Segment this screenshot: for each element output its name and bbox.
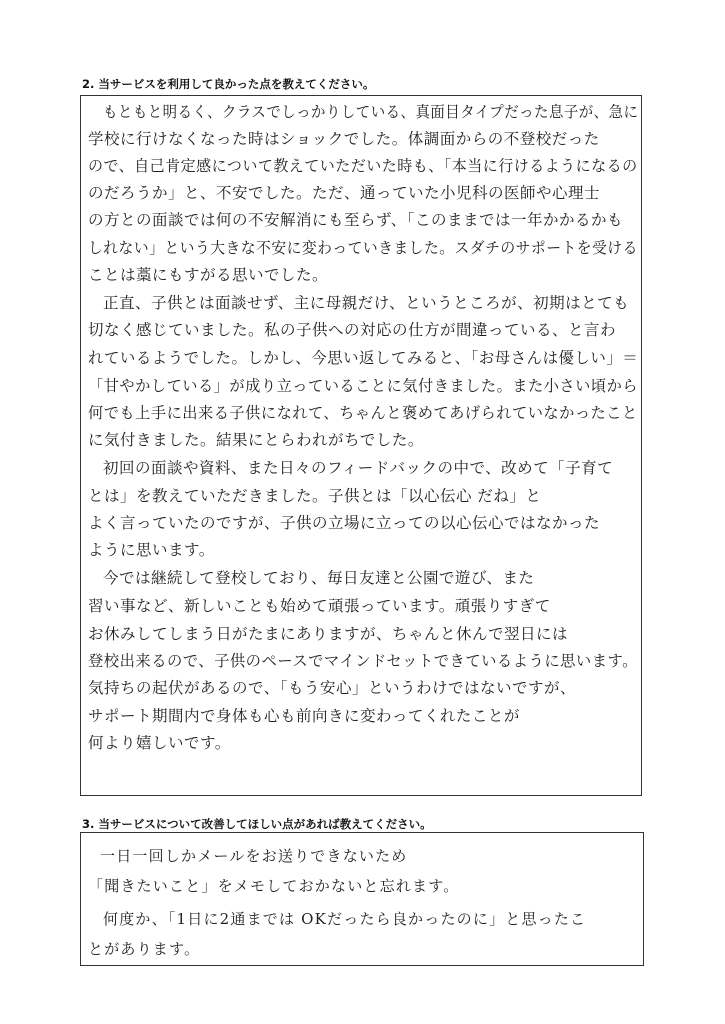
answer-line: 正直、子供とは面談せず、主に母親だけ、というところが、初期はとても [103, 294, 630, 312]
answer-line: の方との面談では何の不安解消にも至らず、「このままでは一年かかるかも [88, 211, 624, 229]
answer-line: 何より嬉しいです。 [88, 734, 231, 752]
answer-line: しれない」という大きな不安に変わっていきました。スダチのサポートを受ける [88, 239, 638, 257]
answer-line: もともと明るく、クラスでしっかりしている、真面目タイプだった息子が、急に [103, 103, 639, 121]
answer-line: とがあります。 [88, 940, 201, 958]
answer-line: 「聞きたいこと」をメモしておかないと忘れます。 [88, 877, 460, 895]
answer-line: れているようでした。しかし、今思い返してみると、「お母さんは優しい」＝ [88, 349, 639, 367]
answer-line: とは」を教えていただきました。子供とは「以心伝心 だね」と [88, 487, 542, 505]
answer-line: よく言っていたのですが、子供の立場に立っての以心伝心ではなかった [88, 514, 601, 532]
answer-line: 登校出来るので、子供のペースでマインドセットできているように思います。 [88, 652, 638, 670]
answer-line: 何度か、「1日に2通までは OKだったら良かったのに」と思ったこ [103, 910, 587, 928]
answer-line: ので、自己肯定感について教えていただいた時も、「本当に行けるようになるの [88, 157, 638, 175]
answer-line: 学校に行けなくなった時はショックでした。体調面からの不登校だった [88, 130, 600, 148]
answer-line: ことは藁にもすがる思いでした。 [88, 266, 329, 284]
answer-line: 一日一回しかメールをお送りできないため [100, 847, 408, 865]
answer-line: ように思います。 [88, 541, 215, 559]
question-3-heading: 3. 当サービスについて改善してほしい点があれば教えてください。 [82, 817, 432, 831]
answer-line: のだろうか」と、不安でした。ただ、通っていた小児科の医師や心理士 [88, 184, 601, 202]
question-2-heading: 2. 当サービスを利用して良かった点を教えてください。 [82, 77, 375, 91]
answer-line: 気持ちの起伏があるので、「もう安心」というわけではないですが、 [88, 679, 576, 697]
answer-line: 「甘やかしている」が成り立っていることに気付きました。また小さい頃から [88, 377, 639, 395]
answer-line: 何でも上手に出来る子供になれて、ちゃんと褒めてあげられていなかったこと [88, 404, 638, 422]
answer-line: 初回の面談や資料、また日々のフィードバックの中で、改めて「子育て [103, 459, 614, 477]
answer-line: お休みしてしまう日がたまにありますが、ちゃんと休んで翌日には [88, 625, 569, 643]
answer-line: 切なく感じていました。私の子供への対応の仕方が間違っている、と言わ [88, 321, 617, 339]
answer-line: サポート期間内で身体も心も前向きに変わってくれたことが [88, 707, 520, 725]
answer-line: 今では継続して登校しており、毎日友達と公園で遊び、また [103, 569, 535, 587]
answer-line: に気付きました。結果にとらわれがちでした。 [88, 431, 424, 449]
answer-line: 習い事など、新しいことも始めて頑張っています。頑張りすぎて [88, 597, 551, 615]
